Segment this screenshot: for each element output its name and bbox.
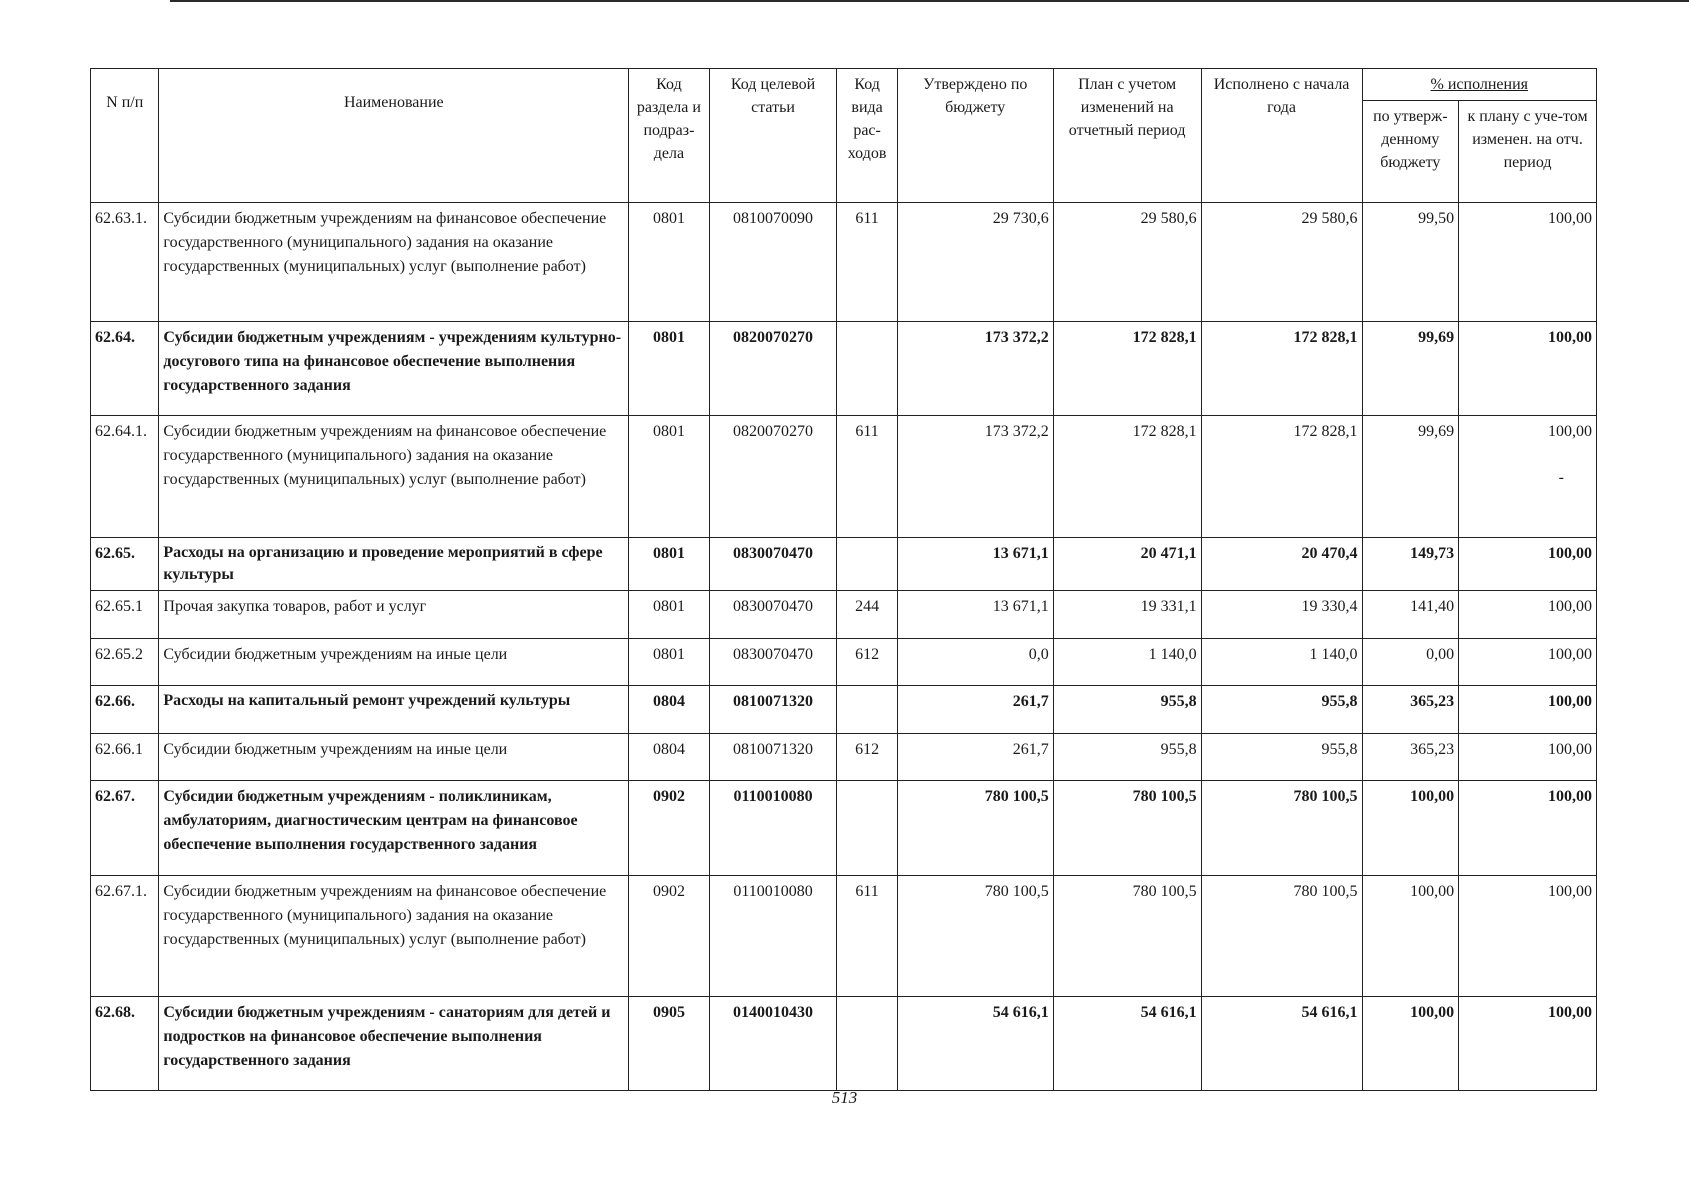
row-name: Субсидии бюджетным учреждениям на иные цели xyxy=(159,639,629,686)
stray-mark: - xyxy=(1558,469,1564,486)
row-section-code: 0801 xyxy=(629,203,709,322)
row-percent-plan-value: 100,00 xyxy=(1548,423,1592,440)
row-section-code: 0801 xyxy=(629,639,709,686)
row-type-code: 612 xyxy=(837,734,897,781)
row-approved: 13 671,1 xyxy=(897,538,1053,591)
row-index: 62.67. xyxy=(91,781,159,876)
header-row xyxy=(91,69,1597,101)
page-number: 513 xyxy=(831,1088,858,1107)
row-percent-plan: 100,00 xyxy=(1459,781,1597,876)
row-executed: 172 828,1 xyxy=(1201,416,1362,538)
row-index: 62.63.1. xyxy=(91,203,159,322)
row-percent-plan: 100,00 xyxy=(1459,203,1597,322)
row-name: Субсидии бюджетным учреждениям - учреждениям культурно-досугового типа на финансовое обеспечение выполнения государственного задания xyxy=(159,322,629,416)
row-index: 62.64. xyxy=(91,322,159,416)
row-executed: 1 140,0 xyxy=(1201,639,1362,686)
col-header-percent-budget: по утверж-денному бюджету xyxy=(1362,101,1459,203)
top-rule xyxy=(170,0,1689,2)
row-target-code: 0810070090 xyxy=(709,203,837,322)
row-section-code: 0801 xyxy=(629,322,709,416)
row-percent-plan: 100,00 xyxy=(1459,734,1597,781)
row-name: Субсидии бюджетным учреждениям - поликлиникам, амбулаториям, диагностическим центрам на финансовое обеспечение выполнения государственного задания xyxy=(159,781,629,876)
row-name: Прочая закупка товаров, работ и услуг xyxy=(159,591,629,639)
row-percent-budget: 141,40 xyxy=(1362,591,1459,639)
row-percent-plan: 100,00 xyxy=(1459,639,1597,686)
row-percent-budget: 365,23 xyxy=(1362,734,1459,781)
table-row xyxy=(91,591,1597,639)
row-type-code: 611 xyxy=(837,876,897,997)
row-percent-plan: 100,00 xyxy=(1459,997,1597,1091)
row-type-code xyxy=(837,686,897,734)
row-name: Субсидии бюджетным учреждениям - санаториям для детей и подростков на финансовое обеспечение выполнения государственного задания xyxy=(159,997,629,1091)
row-approved: 261,7 xyxy=(897,734,1053,781)
col-header-percent-group: % исполнения xyxy=(1362,69,1596,101)
row-index: 62.65.1 xyxy=(91,591,159,639)
row-section-code: 0902 xyxy=(629,876,709,997)
row-executed: 955,8 xyxy=(1201,734,1362,781)
table-row xyxy=(91,686,1597,734)
row-index: 62.67.1. xyxy=(91,876,159,997)
row-executed: 29 580,6 xyxy=(1201,203,1362,322)
row-executed: 780 100,5 xyxy=(1201,781,1362,876)
row-percent-budget: 99,69 xyxy=(1362,322,1459,416)
row-plan: 19 331,1 xyxy=(1053,591,1201,639)
row-percent-budget: 100,00 xyxy=(1362,997,1459,1091)
row-approved: 780 100,5 xyxy=(897,876,1053,997)
row-plan: 29 580,6 xyxy=(1053,203,1201,322)
row-percent-budget: 99,69 xyxy=(1362,416,1459,538)
row-executed: 54 616,1 xyxy=(1201,997,1362,1091)
row-target-code: 0110010080 xyxy=(709,781,837,876)
row-plan: 1 140,0 xyxy=(1053,639,1201,686)
row-approved: 13 671,1 xyxy=(897,591,1053,639)
row-section-code: 0801 xyxy=(629,538,709,591)
row-type-code xyxy=(837,997,897,1091)
col-header-name: Наименование xyxy=(159,69,629,203)
row-approved: 54 616,1 xyxy=(897,997,1053,1091)
row-type-code: 611 xyxy=(837,203,897,322)
row-target-code: 0110010080 xyxy=(709,876,837,997)
row-section-code: 0902 xyxy=(629,781,709,876)
row-target-code: 0820070270 xyxy=(709,416,837,538)
row-percent-budget: 100,00 xyxy=(1362,781,1459,876)
row-approved: 261,7 xyxy=(897,686,1053,734)
row-plan: 172 828,1 xyxy=(1053,416,1201,538)
row-target-code: 0830070470 xyxy=(709,639,837,686)
row-executed: 19 330,4 xyxy=(1201,591,1362,639)
table-row xyxy=(91,734,1597,781)
row-percent-plan: 100,00 xyxy=(1459,322,1597,416)
row-type-code: 611 xyxy=(837,416,897,538)
row-index: 62.64.1. xyxy=(91,416,159,538)
row-percent-plan: 100,00 xyxy=(1459,876,1597,997)
col-header-plan: План с учетом изменений на отчетный период xyxy=(1053,69,1201,203)
row-index: 62.65. xyxy=(91,538,159,591)
table-row xyxy=(91,203,1597,322)
row-percent-budget: 149,73 xyxy=(1362,538,1459,591)
row-name: Расходы на капитальный ремонт учреждений культуры xyxy=(159,686,629,734)
row-target-code: 0140010430 xyxy=(709,997,837,1091)
row-type-code xyxy=(837,538,897,591)
col-header-percent-plan: к плану с уче-том изменен. на отч. период xyxy=(1459,101,1597,203)
row-section-code: 0804 xyxy=(629,686,709,734)
row-plan: 780 100,5 xyxy=(1053,781,1201,876)
row-name: Субсидии бюджетным учреждениям на финансовое обеспечение государственного (муниципального) задания на оказание государственных (муниципальных) услуг (выполнение работ) xyxy=(159,416,629,538)
row-target-code: 0810071320 xyxy=(709,686,837,734)
col-header-index: N п/п xyxy=(91,69,159,203)
row-target-code: 0820070270 xyxy=(709,322,837,416)
row-approved: 173 372,2 xyxy=(897,416,1053,538)
table-row xyxy=(91,322,1597,416)
row-percent-budget: 0,00 xyxy=(1362,639,1459,686)
col-header-executed: Исполнено с начала года xyxy=(1201,69,1362,203)
row-index: 62.68. xyxy=(91,997,159,1091)
col-header-approved: Утверждено по бюджету xyxy=(897,69,1053,203)
row-executed: 955,8 xyxy=(1201,686,1362,734)
row-approved: 780 100,5 xyxy=(897,781,1053,876)
row-percent-budget: 100,00 xyxy=(1362,876,1459,997)
row-approved: 0,0 xyxy=(897,639,1053,686)
row-type-code xyxy=(837,781,897,876)
row-target-code: 0830070470 xyxy=(709,591,837,639)
row-target-code: 0810071320 xyxy=(709,734,837,781)
row-plan: 54 616,1 xyxy=(1053,997,1201,1091)
row-index: 62.66.1 xyxy=(91,734,159,781)
row-index: 62.65.2 xyxy=(91,639,159,686)
row-plan: 780 100,5 xyxy=(1053,876,1201,997)
row-section-code: 0801 xyxy=(629,416,709,538)
row-percent-plan: 100,00 xyxy=(1459,591,1597,639)
row-plan: 172 828,1 xyxy=(1053,322,1201,416)
row-plan: 20 471,1 xyxy=(1053,538,1201,591)
row-percent-budget: 99,50 xyxy=(1362,203,1459,322)
row-section-code: 0905 xyxy=(629,997,709,1091)
row-section-code: 0801 xyxy=(629,591,709,639)
row-executed: 780 100,5 xyxy=(1201,876,1362,997)
row-plan: 955,8 xyxy=(1053,734,1201,781)
row-name: Субсидии бюджетным учреждениям на финансовое обеспечение государственного (муниципального) задания на оказание государственных (муниципальных) услуг (выполнение работ) xyxy=(159,876,629,997)
row-name: Субсидии бюджетным учреждениям на финансовое обеспечение государственного (муниципального) задания на оказание государственных (муниципальных) услуг (выполнение работ) xyxy=(159,203,629,322)
table-row xyxy=(91,781,1597,876)
row-index: 62.66. xyxy=(91,686,159,734)
row-name: Расходы на организацию и проведение мероприятий в сфере культуры xyxy=(159,538,629,591)
row-type-code xyxy=(837,322,897,416)
budget-execution-table xyxy=(90,68,1597,1091)
row-executed: 20 470,4 xyxy=(1201,538,1362,591)
row-percent-plan: 100,00 xyxy=(1459,538,1597,591)
row-target-code: 0830070470 xyxy=(709,538,837,591)
table-row xyxy=(91,997,1597,1091)
table-row xyxy=(91,876,1597,997)
col-header-target-code: Код целевой статьи xyxy=(709,69,837,203)
row-executed: 172 828,1 xyxy=(1201,322,1362,416)
row-percent-plan: 100,00 xyxy=(1459,686,1597,734)
row-type-code: 612 xyxy=(837,639,897,686)
row-percent-plan xyxy=(1459,416,1597,538)
col-header-expense-type-code: Код вида рас-ходов xyxy=(837,69,897,203)
row-name: Субсидии бюджетным учреждениям на иные цели xyxy=(159,734,629,781)
row-plan: 955,8 xyxy=(1053,686,1201,734)
table-row xyxy=(91,639,1597,686)
row-percent-budget: 365,23 xyxy=(1362,686,1459,734)
table-row xyxy=(91,416,1597,538)
col-header-section-code: Код раздела и подраз-дела xyxy=(629,69,709,203)
table-row xyxy=(91,538,1597,591)
row-approved: 29 730,6 xyxy=(897,203,1053,322)
row-approved: 173 372,2 xyxy=(897,322,1053,416)
row-section-code: 0804 xyxy=(629,734,709,781)
row-type-code: 244 xyxy=(837,591,897,639)
